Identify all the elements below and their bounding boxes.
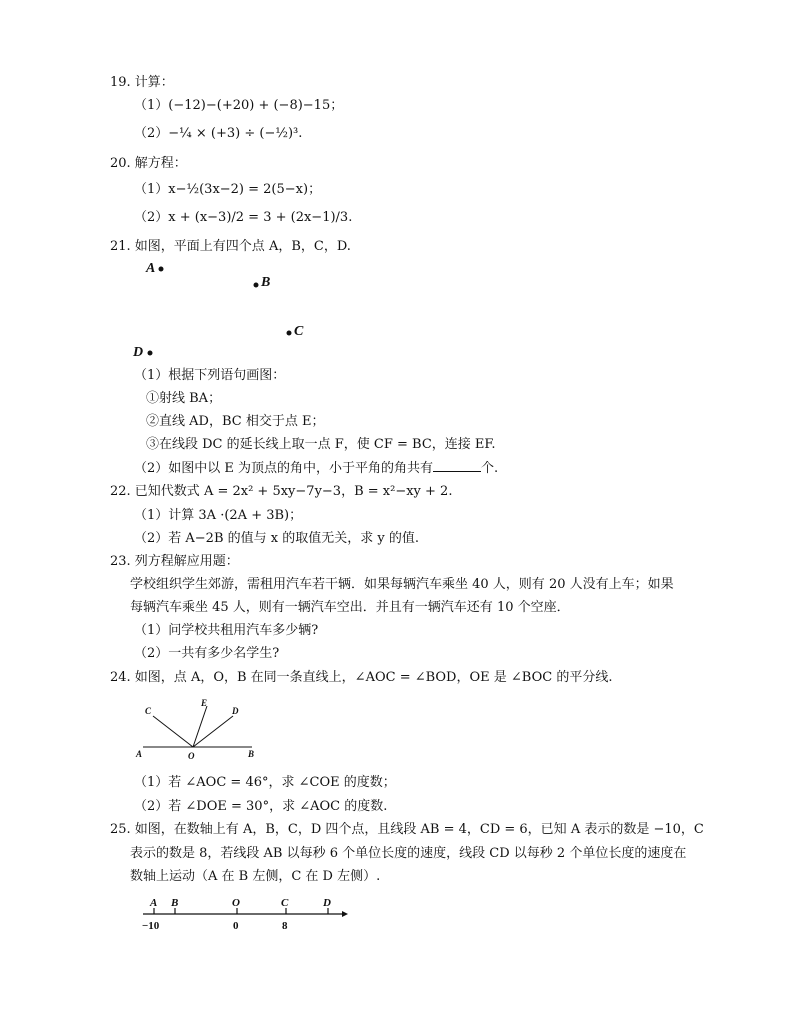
q20-part2: （2）x + (x−3)/2 = 3 + (2x−1)/3. xyxy=(134,210,353,225)
q24-part1: （1）若 ∠AOC = 46°，求 ∠COE 的度数； xyxy=(134,775,396,790)
label-b: B xyxy=(248,749,255,759)
axis-value-o: 0 xyxy=(233,920,239,932)
axis-arrow xyxy=(342,911,348,917)
label-a: A xyxy=(136,749,143,759)
point-d-label: D xyxy=(133,345,144,360)
q22-part1: （1）计算 3A ·(2A + 3B)； xyxy=(134,508,303,523)
q19-part2: （2）−¼ × (+3) ÷ (−½)³. xyxy=(134,126,303,141)
axis-label-b: B xyxy=(171,897,179,909)
q21-step2: ②直线 AD，BC 相交于点 E； xyxy=(146,414,325,429)
q24-part2: （2）若 ∠DOE = 30°，求 ∠AOC 的度数. xyxy=(134,799,388,814)
q25-line2: 表示的数是 8，若线段 AB 以每秒 6 个单位长度的速度，线段 CD 以每秒 2 个单位长度的速度在 xyxy=(130,846,687,861)
q21-heading: 21. 如图，平面上有四个点 A，B，C，D. xyxy=(110,239,351,254)
axis-label-d: D xyxy=(323,897,331,909)
q20-heading: 20. 解方程： xyxy=(110,156,187,171)
q23-body-line1: 学校组织学生郊游，需租用汽车若干辆．如果每辆汽车乘坐 40 人，则有 20 人没有上车；如果 xyxy=(130,577,674,592)
q23-part1: （1）问学校共租用汽车多少辆? xyxy=(134,623,319,638)
q19-part1: （1）(−12)−(+20) + (−8)−15； xyxy=(134,98,344,113)
label-d: D xyxy=(232,706,239,716)
q20-part1: （1）x−½(3x−2) = 2(5−x)； xyxy=(134,182,322,197)
q21-step3: ③在线段 DC 的延长线上取一点 F，使 CF = BC，连接 EF. xyxy=(146,437,496,452)
label-c: C xyxy=(145,706,152,716)
axis-value-c: 8 xyxy=(282,920,288,932)
label-o: O xyxy=(188,751,195,761)
axis-label-a: A xyxy=(150,897,158,909)
q21-part2-suffix: 个. xyxy=(481,461,499,476)
q19-heading: 19. 计算： xyxy=(110,75,174,90)
point-c-label: C xyxy=(294,324,304,339)
q21-step1: ①射线 BA； xyxy=(146,391,222,406)
axis-value-a: −10 xyxy=(142,920,160,932)
q21-part1: （1）根据下列语句画图： xyxy=(134,368,286,383)
q25-line3: 数轴上运动（A 在 B 左侧，C 在 D 左侧）. xyxy=(130,869,381,884)
axis-label-o: O xyxy=(232,897,240,909)
q22-part2: （2）若 A−2B 的值与 x 的取值无关，求 y 的值. xyxy=(134,531,419,546)
point-b-label: B xyxy=(261,275,271,290)
q25-line1: 25. 如图，在数轴上有 A，B，C，D 四个点，且线段 AB = 4，CD = 6，已知 A 表示的数是 −10，C xyxy=(110,822,704,837)
q23-body-line2: 每辆汽车乘坐 45 人，则有一辆汽车空出．并且有一辆汽车还有 10 个空座． xyxy=(130,600,570,615)
q24-heading: 24. 如图，点 A，O，B 在同一条直线上，∠AOC = ∠BOD，OE 是 ∠BOC 的平分线. xyxy=(110,670,613,685)
point-a-label: A xyxy=(146,261,156,276)
q21-part2-text: （2）如图中以 E 为顶点的角中，小于平角的角共有 xyxy=(134,461,434,476)
q22-heading: 22. 已知代数式 A = 2x² + 5xy−7y−3，B = x²−xy + 2. xyxy=(110,484,453,499)
label-e: E xyxy=(201,698,208,708)
q23-part2: （2）一共有多少名学生? xyxy=(134,646,280,661)
axis-label-c: C xyxy=(281,897,289,909)
q23-heading: 23. 列方程解应用题： xyxy=(110,554,239,569)
